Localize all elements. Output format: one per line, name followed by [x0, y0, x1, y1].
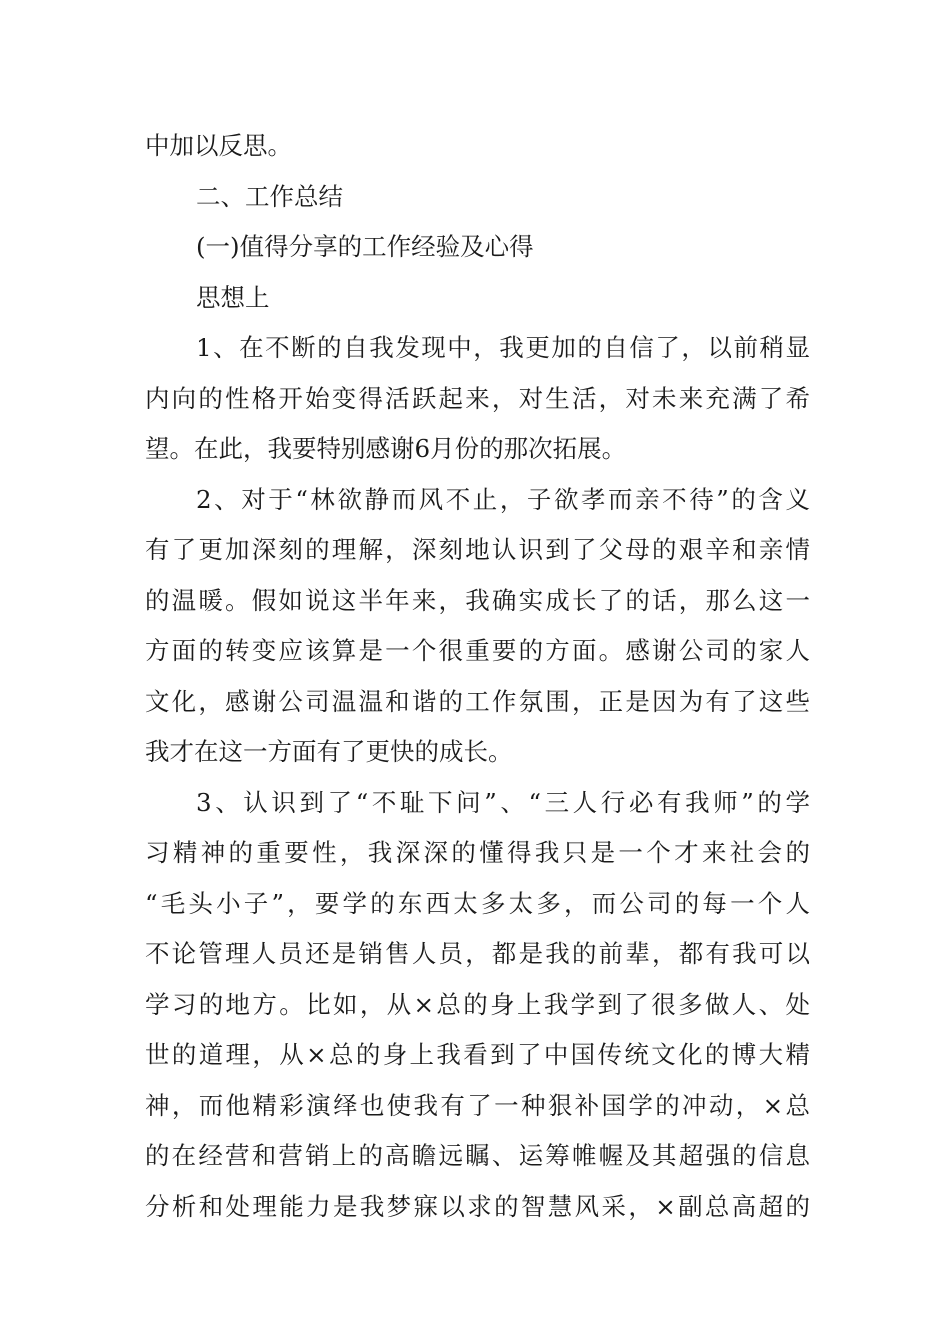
section-heading: 二、工作总结 — [196, 181, 343, 211]
paragraph-line: 学习的地方。比如，从×总的身上我学到了很多做人、处 — [145, 989, 810, 1019]
paragraph-line: 内向的性格开始变得活跃起来，对生活，对未来充满了希 — [145, 383, 810, 413]
paragraph-line: 的在经营和营销上的高瞻远瞩、运筹帷幄及其超强的信息 — [145, 1141, 810, 1170]
text-line-closing: 中加以反思。 — [145, 131, 292, 160]
paragraph-line: 神，而他精彩演绎也使我有了一种狠补国学的冲动，×总 — [145, 1090, 810, 1120]
paragraph-line: 文化，感谢公司温温和谐的工作氛围，正是因为有了这些 — [145, 686, 810, 716]
paragraph-line: 2、对于“林欲静而风不止，子欲孝而亲不待”的含义 — [196, 484, 810, 514]
paragraph-line: 望。在此，我要特别感谢6月份的那次拓展。 — [145, 434, 627, 463]
paragraph-line: 方面的转变应该算是一个很重要的方面。感谢公司的家人 — [145, 636, 810, 665]
paragraph-line: 世的道理，从×总的身上我看到了中国传统文化的博大精 — [145, 1040, 810, 1069]
paragraph-line: 3、认识到了“不耻下问”、“三人行必有我师”的学 — [196, 787, 810, 817]
paragraph-line: 分析和处理能力是我梦寐以求的智慧风采，×副总高超的 — [145, 1191, 810, 1221]
topic-heading: 思想上 — [196, 282, 270, 312]
paragraph-line: 我才在这一方面有了更快的成长。 — [145, 737, 513, 766]
paragraph-line: “毛头小子”，要学的东西太多太多，而公司的每一个人 — [145, 888, 810, 918]
paragraph-line: 习精神的重要性，我深深的懂得我只是一个才来社会的 — [145, 838, 810, 867]
paragraph-line: 有了更加深刻的理解，深刻地认识到了父母的艰辛和亲情 — [145, 535, 810, 564]
subsection-heading: (一)值得分享的工作经验及心得 — [196, 232, 534, 261]
paragraph-line: 1、在不断的自我发现中，我更加的自信了，以前稍显 — [196, 333, 810, 362]
paragraph-line: 的温暖。假如说这半年来，我确实成长了的话，那么这一 — [145, 585, 810, 615]
paragraph-line: 不论管理人员还是销售人员，都是我的前辈，都有我可以 — [145, 939, 810, 968]
document-body — [145, 121, 810, 1232]
